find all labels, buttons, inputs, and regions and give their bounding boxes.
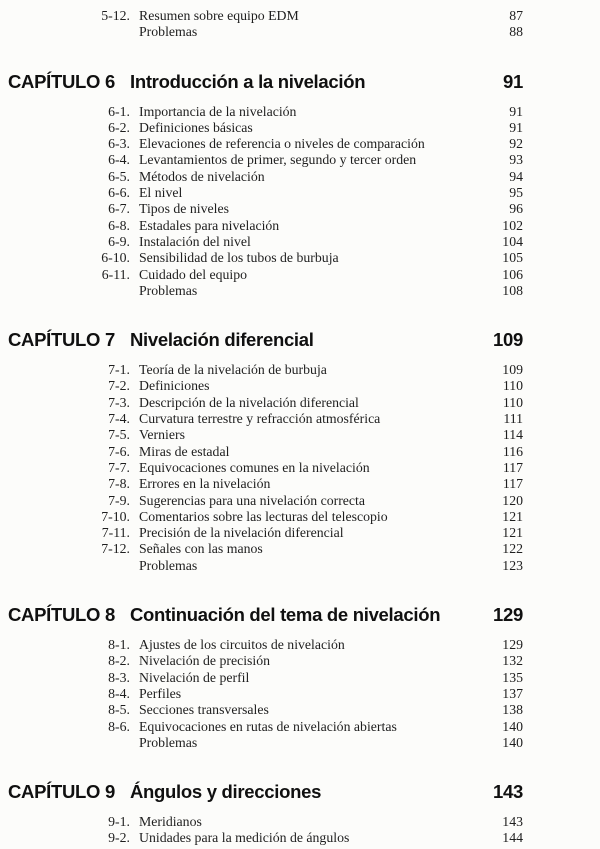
chapter-label: CAPÍTULO 9: [8, 781, 115, 803]
toc-entry: [8, 8, 523, 24]
toc-entry: [8, 444, 523, 460]
entry-number: 7-4.: [108, 411, 130, 427]
chapter-title: Introducción a la nivelación: [129, 70, 366, 92]
toc-entry: [8, 283, 523, 299]
toc-entry: [8, 558, 523, 574]
entry-number: 7-5.: [108, 427, 130, 443]
entry-page-number: 110: [502, 394, 523, 410]
entry-title: Descripción de la nivelación diferencial: [139, 394, 359, 410]
entry-page-number: 111: [503, 411, 523, 427]
toc-entry: [8, 541, 523, 557]
toc-entry: [8, 362, 523, 378]
chapter-block: [8, 779, 523, 847]
chapter-page-number: 91: [503, 70, 523, 92]
entry-page-number: 91: [509, 103, 523, 119]
entry-number: 7-1.: [108, 362, 130, 378]
entry-number: 8-2.: [108, 653, 130, 669]
entry-title: Definiciones básicas: [139, 119, 253, 135]
entry-title: Instalación del nivel: [139, 233, 251, 249]
entry-page-number: 94: [509, 168, 523, 184]
toc-entry: [8, 169, 523, 185]
entry-page-number: 92: [509, 136, 523, 152]
entry-number: 8-3.: [108, 669, 130, 685]
toc-entry: [8, 830, 523, 846]
chapter-page-number: 143: [493, 781, 523, 803]
toc-entry: [8, 719, 523, 735]
chapter-page-number: 129: [493, 604, 523, 626]
toc-entry: [8, 234, 523, 250]
entry-number: 7-3.: [108, 394, 130, 410]
entry-title: Sugerencias para una nivelación correcta: [139, 492, 365, 508]
chapter-label: CAPÍTULO 8: [8, 604, 115, 626]
chapter-title: Nivelación diferencial: [129, 329, 314, 351]
entry-title: Definiciones: [139, 378, 210, 394]
entry-number: 8-1.: [108, 637, 130, 653]
entry-page-number: 132: [502, 653, 523, 669]
entry-page-number: 135: [502, 669, 523, 685]
entry-number: 7-11.: [101, 525, 130, 541]
entry-page-number: 121: [502, 525, 523, 541]
toc-entry: [8, 509, 523, 525]
entry-number: 7-12.: [101, 541, 130, 557]
chapter-entries: [8, 814, 523, 847]
entry-number: 7-7.: [108, 459, 130, 475]
entry-title: Nivelación de perfil: [139, 669, 250, 685]
chapter-block: [8, 327, 523, 574]
entry-page-number: 140: [502, 734, 523, 750]
entry-number: 6-2.: [108, 119, 130, 135]
toc-entry: [8, 152, 523, 168]
entry-number: 6-11.: [101, 266, 130, 282]
entry-title: Ajustes de los circuitos de nivelación: [139, 637, 345, 653]
toc-entry: [8, 686, 523, 702]
toc-entry: [8, 653, 523, 669]
chapter-entries: [8, 362, 523, 574]
toc-entry: [8, 250, 523, 266]
carryover-entries: [8, 8, 523, 41]
entry-page-number: 96: [509, 201, 523, 217]
entry-page-number: 138: [502, 702, 523, 718]
entry-number: 9-1.: [108, 814, 130, 830]
entry-title: Errores en la nivelación: [139, 476, 271, 492]
toc-entry: [8, 218, 523, 234]
chapter-heading: [8, 779, 523, 805]
entry-page-number: 95: [509, 185, 523, 201]
toc-entry: [8, 411, 523, 427]
entry-title: Equivocaciones comunes en la nivelación: [139, 459, 370, 475]
entry-number: 6-7.: [108, 201, 130, 217]
chapter-label: CAPÍTULO 7: [8, 329, 115, 351]
entry-title: Meridianos: [139, 814, 202, 830]
entry-title: Señales con las manos: [139, 541, 263, 557]
entry-page-number: 140: [502, 718, 523, 734]
entry-number: 6-4.: [108, 152, 130, 168]
toc-entry: [8, 378, 523, 394]
entry-page-number: 121: [502, 508, 523, 524]
entry-number: 6-5.: [108, 168, 130, 184]
toc-entry: [8, 267, 523, 283]
entry-page-number: 108: [502, 282, 523, 298]
toc-entry: [8, 201, 523, 217]
toc-entry: [8, 104, 523, 120]
entry-page-number: 110: [502, 378, 523, 394]
entry-number: 5-12.: [101, 8, 130, 23]
toc-entry: [8, 427, 523, 443]
entry-title: Levantamientos de primer, segundo y tercer orden: [139, 152, 417, 168]
chapter-entries: [8, 637, 523, 751]
toc-entry: [8, 185, 523, 201]
chapter-heading: [8, 69, 523, 95]
entry-title: El nivel: [139, 185, 183, 201]
entry-title: Importancia de la nivelación: [139, 103, 297, 119]
entry-title: Métodos de nivelación: [139, 168, 265, 184]
entry-title: Nivelación de precisión: [139, 653, 271, 669]
toc-entry: [8, 476, 523, 492]
entry-page-number: 129: [502, 637, 523, 653]
entry-page-number: 114: [502, 427, 523, 443]
entry-title: Equivocaciones en rutas de nivelación abiertas: [139, 718, 397, 734]
toc-entry: [8, 525, 523, 541]
entry-page-number: 123: [502, 557, 523, 573]
entry-page-number: 102: [502, 217, 523, 233]
entry-title: Miras de estadal: [139, 443, 230, 459]
entry-number: 9-2.: [108, 830, 130, 846]
entry-page-number: 137: [502, 685, 523, 701]
toc-entry: [8, 460, 523, 476]
entry-number: 8-6.: [108, 718, 130, 734]
entry-title: Unidades para la medición de ángulos: [139, 830, 350, 846]
entry-title: Estadales para nivelación: [139, 217, 280, 233]
entry-number: 7-10.: [101, 508, 130, 524]
entry-title: Teoría de la nivelación de burbuja: [139, 362, 327, 378]
entry-title: Cuidado del equipo: [139, 266, 248, 282]
entry-title: Comentarios sobre las lecturas del telescopio: [139, 508, 388, 524]
entry-number: 8-4.: [108, 685, 130, 701]
entry-page-number: 91: [509, 119, 523, 135]
entry-number: 6-1.: [108, 103, 130, 119]
entry-number: 6-8.: [108, 217, 130, 233]
entry-page-number: 143: [502, 814, 523, 830]
chapter-block: [8, 602, 523, 751]
entry-number: 6-10.: [101, 250, 130, 266]
entry-title: Problemas: [139, 557, 198, 573]
chapter-block: [8, 69, 523, 300]
entry-page-number: 87: [509, 8, 523, 23]
chapter-entries: [8, 104, 523, 300]
entry-page-number: 117: [502, 476, 523, 492]
entry-page-number: 116: [502, 443, 523, 459]
chapter-page-number: 109: [493, 329, 523, 351]
entry-number: 7-9.: [108, 492, 130, 508]
entry-title: Perfiles: [139, 685, 182, 701]
entry-title: Secciones transversales: [139, 702, 269, 718]
entry-number: 7-2.: [108, 378, 130, 394]
toc-entry: [8, 395, 523, 411]
entry-title: Problemas: [139, 24, 198, 40]
entry-number: 7-8.: [108, 476, 130, 492]
toc-entry: [8, 735, 523, 751]
chapter-title: Continuación del tema de nivelación: [129, 604, 441, 626]
toc-entry: [8, 670, 523, 686]
entry-title: Problemas: [139, 282, 198, 298]
toc-entry: [8, 814, 523, 830]
chapter-label: CAPÍTULO 6: [8, 70, 115, 92]
toc-entry: [8, 120, 523, 136]
entry-page-number: 109: [502, 362, 523, 378]
entry-title: Problemas: [139, 734, 198, 750]
entry-number: 8-5.: [108, 702, 130, 718]
entry-number: 6-9.: [108, 233, 130, 249]
chapters: [8, 69, 523, 847]
chapter-heading: [8, 327, 523, 353]
entry-page-number: 122: [502, 541, 523, 557]
entry-title: Curvatura terrestre y refracción atmosférica: [139, 411, 381, 427]
entry-page-number: 120: [502, 492, 523, 508]
entry-page-number: 105: [502, 250, 523, 266]
entry-title: Precisión de la nivelación diferencial: [139, 525, 344, 541]
entry-page-number: 93: [509, 152, 523, 168]
toc-entry: [8, 24, 523, 40]
toc-entry: [8, 637, 523, 653]
entry-number: 6-6.: [108, 185, 130, 201]
entry-title: Sensibilidad de los tubos de burbuja: [139, 250, 339, 266]
toc-entry: [8, 702, 523, 718]
chapter-heading: [8, 602, 523, 628]
entry-page-number: 106: [502, 266, 523, 282]
entry-title: Resumen sobre equipo EDM: [139, 8, 299, 23]
entry-number: 6-3.: [108, 136, 130, 152]
chapter-title: Ángulos y direcciones: [129, 781, 322, 803]
entry-title: Elevaciones de referencia o niveles de comparación: [139, 136, 425, 152]
entry-page-number: 88: [509, 24, 523, 40]
toc-entry: [8, 493, 523, 509]
entry-title: Tipos de niveles: [139, 201, 229, 217]
entry-page-number: 144: [502, 830, 523, 846]
entry-page-number: 104: [502, 233, 523, 249]
toc-entry: [8, 136, 523, 152]
entry-title: Verniers: [139, 427, 185, 443]
entry-page-number: 117: [502, 459, 523, 475]
entry-number: 7-6.: [108, 443, 130, 459]
